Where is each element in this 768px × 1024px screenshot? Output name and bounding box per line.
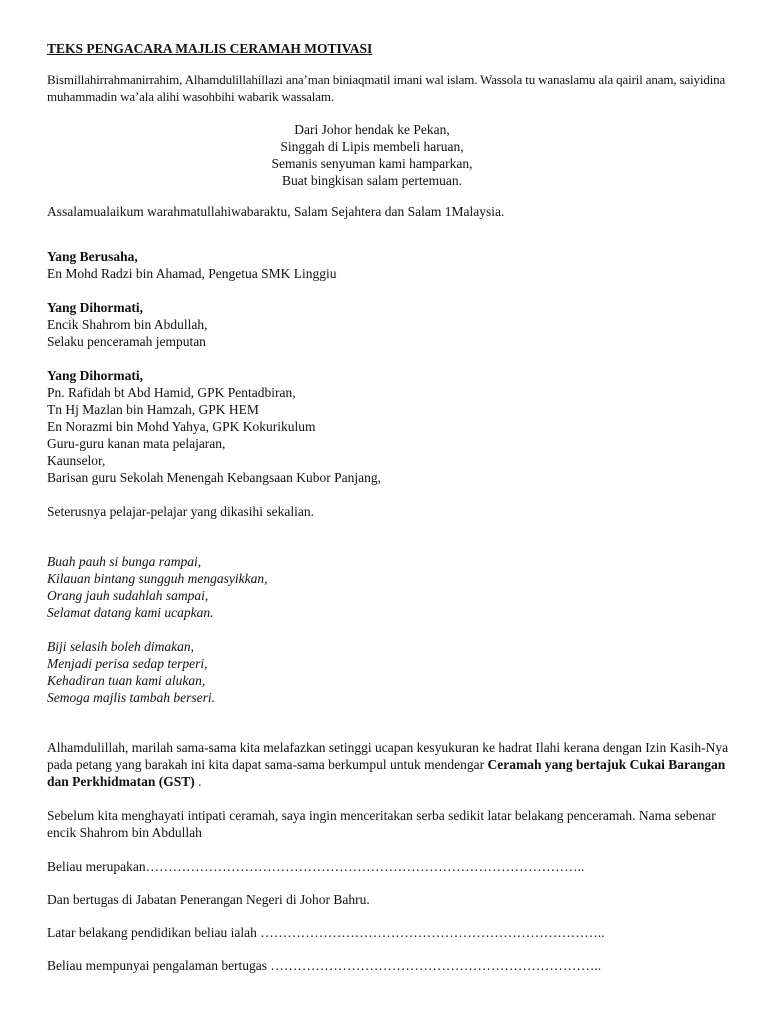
document-title: TEKS PENGACARA MAJLIS CERAMAH MOTIVASI	[47, 41, 373, 56]
greeting-line: En Norazmi bin Mohd Yahya, GPK Kokurikulum	[47, 419, 316, 434]
pantun-line: Kehadiran tuan kami alukan,	[47, 673, 206, 688]
salam-line: Assalamualaikum warahmatullahiwabaraktu, Salam Sejahtera dan Salam 1Malaysia.	[47, 204, 505, 219]
pantun-welcome	[47, 553, 737, 621]
pantun-opening	[47, 121, 737, 189]
greeting-heading: Yang Berusaha,	[47, 249, 138, 264]
greeting-line: Barisan guru Sekolah Menengah Kebangsaan Kubor Panjang,	[47, 470, 382, 485]
greeting-line: Encik Shahrom bin Abdullah,	[47, 317, 208, 332]
thanks-paragraph	[47, 739, 737, 790]
greeting-line: Pn. Rafidah bt Abd Hamid, GPK Pentadbiran,	[47, 385, 296, 400]
greeting-line: En Mohd Radzi bin Ahamad, Pengetua SMK Linggiu	[47, 266, 337, 281]
greeting-line: Tn Hj Mazlan bin Hamzah, GPK HEM	[47, 402, 259, 417]
greeting-block-principal	[47, 248, 737, 282]
greeting-line: Guru-guru kanan mata pelajaran,	[47, 436, 226, 451]
pantun-line: Orang jauh sudahlah sampai,	[47, 588, 209, 603]
fill-line-role: Beliau merupakan……………………………………………………………………………………..	[47, 859, 585, 874]
thanks-text: Alhamdulillah, marilah sama-sama kita melafazkan setinggi ucapan kesyukuran ke hadrat Ilahi kerana dengan Izin Kasih-Nya pada petang yang barakah ini kita dapat sama-sama berkumpul untuk mendengar	[47, 740, 729, 772]
thanks-tail: .	[194, 774, 202, 789]
pantun-line: Kilauan bintang sungguh mengasyikkan,	[47, 571, 268, 586]
greeting-heading: Yang Dihormati,	[47, 300, 144, 315]
speaker-intro-paragraph: Sebelum kita menghayati intipati ceramah, saya ingin menceritakan serba sedikit latar belakang penceramah. Nama sebenar encik Shahrom bin Abdullah	[47, 808, 716, 840]
opening-paragraph: Bismillahirrahmanirrahim, Alhamdulillahillazi ana’man biniaqmatil imani wal islam. Wassola tu wanaslamu ala qairil anam, saiyidina muhammadin wa’ala alihi wasohbihi wabarik wassalam.	[47, 72, 726, 104]
pantun-line: Buah pauh si bunga rampai,	[47, 554, 202, 569]
fill-line-education: Latar belakang pendidikan beliau ialah …………………………………………………………………..	[47, 925, 605, 940]
fill-line-experience: Beliau mempunyai pengalaman bertugas ………………………………………………………………..	[47, 958, 602, 973]
pantun-line: Semanis senyuman kami hamparkan,	[271, 156, 473, 171]
pantun-line: Menjadi perisa sedap terperi,	[47, 656, 208, 671]
document-page	[47, 40, 737, 990]
greeting-line: Selaku penceramah jemputan	[47, 334, 206, 349]
greeting-block-speaker	[47, 299, 737, 350]
pantun-line: Selamat datang kami ucapkan.	[47, 605, 214, 620]
pantun-line: Dari Johor hendak ke Pekan,	[294, 122, 450, 137]
students-greeting: Seterusnya pelajar-pelajar yang dikasihi sekalian.	[47, 504, 315, 519]
greeting-block-staff	[47, 367, 737, 486]
fill-line-workplace: Dan bertugas di Jabatan Penerangan Negeri di Johor Bahru.	[47, 892, 370, 907]
pantun-line: Semoga majlis tambah berseri.	[47, 690, 215, 705]
pantun-line: Singgah di Lipis membeli haruan,	[280, 139, 464, 154]
pantun-line: Buat bingkisan salam pertemuan.	[282, 173, 462, 188]
greeting-heading: Yang Dihormati,	[47, 368, 144, 383]
talk-topic: Ceramah yang bertajuk Cukai Barangan dan Perkhidmatan (GST)	[47, 757, 726, 789]
pantun-line: Biji selasih boleh dimakan,	[47, 639, 194, 654]
pantun-closing	[47, 638, 737, 706]
greeting-line: Kaunselor,	[47, 453, 106, 468]
